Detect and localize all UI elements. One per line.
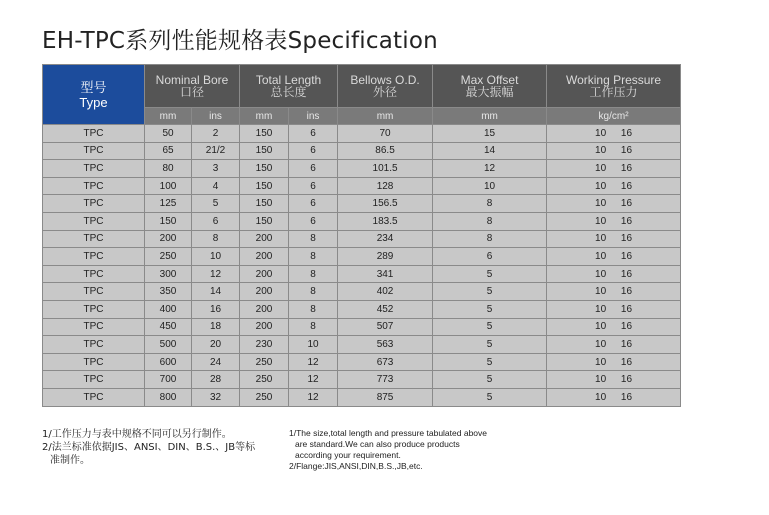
cell-length-mm: 200	[240, 283, 289, 301]
type-header-en: Type	[79, 94, 108, 110]
cell-od: 289	[338, 248, 433, 266]
cell-length-ins: 6	[289, 142, 338, 160]
cell-pressure: 10 16	[547, 212, 681, 230]
cell-length-mm: 150	[240, 212, 289, 230]
cell-pressure: 10 16	[547, 160, 681, 178]
cell-pressure: 10 16	[547, 195, 681, 213]
cell-type: TPC	[43, 195, 145, 213]
cell-od: 673	[338, 353, 433, 371]
unit-offset: mm	[433, 108, 547, 125]
cell-length-ins: 6	[289, 125, 338, 143]
cell-offset: 5	[433, 283, 547, 301]
bellows-od-header	[338, 65, 433, 108]
cell-bore-ins: 2	[192, 125, 240, 143]
cell-od: 452	[338, 300, 433, 318]
cell-type: TPC	[43, 336, 145, 354]
notes-english	[289, 428, 487, 472]
note-en-line: are standard.We can also produce products	[295, 439, 460, 449]
cell-offset: 8	[433, 212, 547, 230]
note-en-line: 2/Flange:JIS,ANSI,DIN,B.S.,JB,etc.	[289, 461, 423, 471]
cell-od: 128	[338, 177, 433, 195]
cell-type: TPC	[43, 125, 145, 143]
cell-offset: 15	[433, 125, 547, 143]
cell-od: 101.5	[338, 160, 433, 178]
cell-bore-mm: 80	[145, 160, 192, 178]
table-row	[43, 336, 681, 354]
nominal-bore-cn: 口径	[180, 85, 205, 99]
working-pressure-en: Working Pressure	[565, 73, 662, 87]
working-pressure-cn: 工作压力	[589, 85, 638, 99]
table-row	[43, 212, 681, 230]
cell-bore-mm: 450	[145, 318, 192, 336]
cell-offset: 14	[433, 142, 547, 160]
table-row	[43, 318, 681, 336]
table-row	[43, 248, 681, 266]
cell-bore-ins: 3	[192, 160, 240, 178]
cell-pressure: 10 16	[547, 248, 681, 266]
table-row	[43, 353, 681, 371]
cell-bore-ins: 24	[192, 353, 240, 371]
cell-length-ins: 10	[289, 336, 338, 354]
cell-od: 402	[338, 283, 433, 301]
cell-offset: 5	[433, 300, 547, 318]
cell-offset: 8	[433, 195, 547, 213]
total-length-header	[240, 65, 338, 108]
cell-offset: 5	[433, 336, 547, 354]
cell-od: 86.5	[338, 142, 433, 160]
cell-length-mm: 150	[240, 125, 289, 143]
max-offset-cn: 最大振幅	[465, 85, 514, 99]
cell-od: 156.5	[338, 195, 433, 213]
cell-type: TPC	[43, 265, 145, 283]
total-length-en: Total Length	[255, 73, 322, 87]
cell-length-ins: 8	[289, 318, 338, 336]
cell-bore-ins: 20	[192, 336, 240, 354]
cell-bore-mm: 150	[145, 212, 192, 230]
table-row	[43, 265, 681, 283]
nominal-bore-en: Nominal Bore	[155, 73, 229, 87]
cell-length-mm: 200	[240, 248, 289, 266]
total-length-cn: 总长度	[270, 85, 307, 99]
table-row	[43, 195, 681, 213]
cell-bore-ins: 5	[192, 195, 240, 213]
table-row	[43, 125, 681, 143]
table-row	[43, 283, 681, 301]
cell-pressure: 10 16	[547, 283, 681, 301]
cell-bore-mm: 250	[145, 248, 192, 266]
cell-bore-ins: 32	[192, 388, 240, 406]
cell-bore-mm: 800	[145, 388, 192, 406]
cell-bore-ins: 28	[192, 371, 240, 389]
note-en-line: according your requirement.	[295, 450, 401, 460]
cell-length-ins: 6	[289, 177, 338, 195]
cell-bore-ins: 14	[192, 283, 240, 301]
cell-type: TPC	[43, 371, 145, 389]
cell-length-ins: 6	[289, 195, 338, 213]
cell-offset: 12	[433, 160, 547, 178]
cell-offset: 5	[433, 388, 547, 406]
cell-bore-mm: 350	[145, 283, 192, 301]
bellows-od-cn: 外径	[373, 85, 398, 99]
cell-pressure: 10 16	[547, 125, 681, 143]
cell-length-mm: 200	[240, 230, 289, 248]
cell-length-ins: 8	[289, 248, 338, 266]
cell-pressure: 10 16	[547, 353, 681, 371]
cell-pressure: 10 16	[547, 318, 681, 336]
cell-bore-mm: 50	[145, 125, 192, 143]
spec-table-body	[43, 125, 681, 407]
cell-od: 70	[338, 125, 433, 143]
table-row	[43, 371, 681, 389]
cell-pressure: 10 16	[547, 142, 681, 160]
cell-type: TPC	[43, 160, 145, 178]
cell-bore-ins: 12	[192, 265, 240, 283]
cell-offset: 5	[433, 265, 547, 283]
cell-offset: 6	[433, 248, 547, 266]
cell-bore-ins: 10	[192, 248, 240, 266]
cell-offset: 5	[433, 371, 547, 389]
cell-od: 773	[338, 371, 433, 389]
cell-offset: 10	[433, 177, 547, 195]
header-row	[43, 65, 681, 108]
table-row	[43, 177, 681, 195]
cell-bore-mm: 700	[145, 371, 192, 389]
cell-length-ins: 12	[289, 353, 338, 371]
cell-pressure: 10 16	[547, 388, 681, 406]
cell-length-ins: 6	[289, 160, 338, 178]
cell-length-ins: 12	[289, 388, 338, 406]
cell-type: TPC	[43, 230, 145, 248]
cell-od: 563	[338, 336, 433, 354]
note-cn-line: 1/工作压力与表中规格不同可以另行制作。	[42, 429, 232, 440]
cell-bore-mm: 400	[145, 300, 192, 318]
cell-length-mm: 200	[240, 300, 289, 318]
note-en-line: 1/The size,total length and pressure tabulated above	[289, 428, 487, 438]
max-offset-en: Max Offset	[460, 73, 519, 87]
cell-bore-mm: 600	[145, 353, 192, 371]
cell-offset: 8	[433, 230, 547, 248]
table-row	[43, 300, 681, 318]
cell-pressure: 10 16	[547, 230, 681, 248]
cell-type: TPC	[43, 283, 145, 301]
unit-pressure: kg/cm²	[547, 108, 681, 125]
note-cn-line: 2/法兰标准依据JIS、ANSI、DIN、B.S.、JB等标	[42, 442, 256, 453]
table-row	[43, 160, 681, 178]
spec-table	[42, 64, 681, 407]
unit-bore-mm: mm	[145, 108, 192, 125]
cell-type: TPC	[43, 300, 145, 318]
cell-bore-mm: 500	[145, 336, 192, 354]
cell-length-ins: 8	[289, 230, 338, 248]
cell-bore-ins: 6	[192, 212, 240, 230]
cell-length-ins: 6	[289, 212, 338, 230]
cell-offset: 5	[433, 353, 547, 371]
note-cn-line: 准制作。	[50, 455, 90, 466]
max-offset-header	[433, 65, 547, 108]
cell-type: TPC	[43, 248, 145, 266]
cell-bore-mm: 100	[145, 177, 192, 195]
cell-bore-ins: 8	[192, 230, 240, 248]
cell-length-ins: 8	[289, 265, 338, 283]
unit-od: mm	[338, 108, 433, 125]
working-pressure-header	[547, 65, 681, 108]
cell-length-ins: 12	[289, 371, 338, 389]
cell-length-ins: 8	[289, 300, 338, 318]
cell-type: TPC	[43, 388, 145, 406]
cell-length-mm: 250	[240, 371, 289, 389]
cell-offset: 5	[433, 318, 547, 336]
cell-length-mm: 150	[240, 177, 289, 195]
cell-length-ins: 8	[289, 283, 338, 301]
notes-chinese	[42, 428, 255, 467]
table-row	[43, 230, 681, 248]
cell-od: 507	[338, 318, 433, 336]
cell-bore-ins: 18	[192, 318, 240, 336]
cell-length-mm: 150	[240, 160, 289, 178]
cell-type: TPC	[43, 353, 145, 371]
page-title: EH-TPC系列性能规格表Specification	[42, 28, 438, 54]
cell-bore-mm: 125	[145, 195, 192, 213]
cell-length-mm: 250	[240, 353, 289, 371]
cell-type: TPC	[43, 318, 145, 336]
cell-od: 183.5	[338, 212, 433, 230]
cell-length-mm: 200	[240, 265, 289, 283]
cell-od: 341	[338, 265, 433, 283]
cell-type: TPC	[43, 142, 145, 160]
cell-pressure: 10 16	[547, 177, 681, 195]
bellows-od-en: Bellows O.D.	[350, 73, 420, 87]
cell-bore-ins: 16	[192, 300, 240, 318]
nominal-bore-header	[145, 65, 240, 108]
cell-bore-mm: 300	[145, 265, 192, 283]
cell-pressure: 10 16	[547, 300, 681, 318]
cell-type: TPC	[43, 212, 145, 230]
cell-bore-mm: 65	[145, 142, 192, 160]
cell-od: 875	[338, 388, 433, 406]
type-header	[43, 65, 145, 125]
type-header-cn: 型号	[80, 79, 107, 95]
cell-length-mm: 200	[240, 318, 289, 336]
unit-bore-ins: ins	[192, 108, 240, 125]
unit-length-mm: mm	[240, 108, 289, 125]
cell-od: 234	[338, 230, 433, 248]
table-row	[43, 388, 681, 406]
cell-length-mm: 150	[240, 195, 289, 213]
table-row	[43, 142, 681, 160]
cell-type: TPC	[43, 177, 145, 195]
cell-length-mm: 250	[240, 388, 289, 406]
cell-bore-mm: 200	[145, 230, 192, 248]
cell-pressure: 10 16	[547, 371, 681, 389]
cell-length-mm: 150	[240, 142, 289, 160]
cell-bore-ins: 21/2	[192, 142, 240, 160]
cell-pressure: 10 16	[547, 265, 681, 283]
cell-bore-ins: 4	[192, 177, 240, 195]
unit-length-ins: ins	[289, 108, 338, 125]
cell-pressure: 10 16	[547, 336, 681, 354]
cell-length-mm: 230	[240, 336, 289, 354]
